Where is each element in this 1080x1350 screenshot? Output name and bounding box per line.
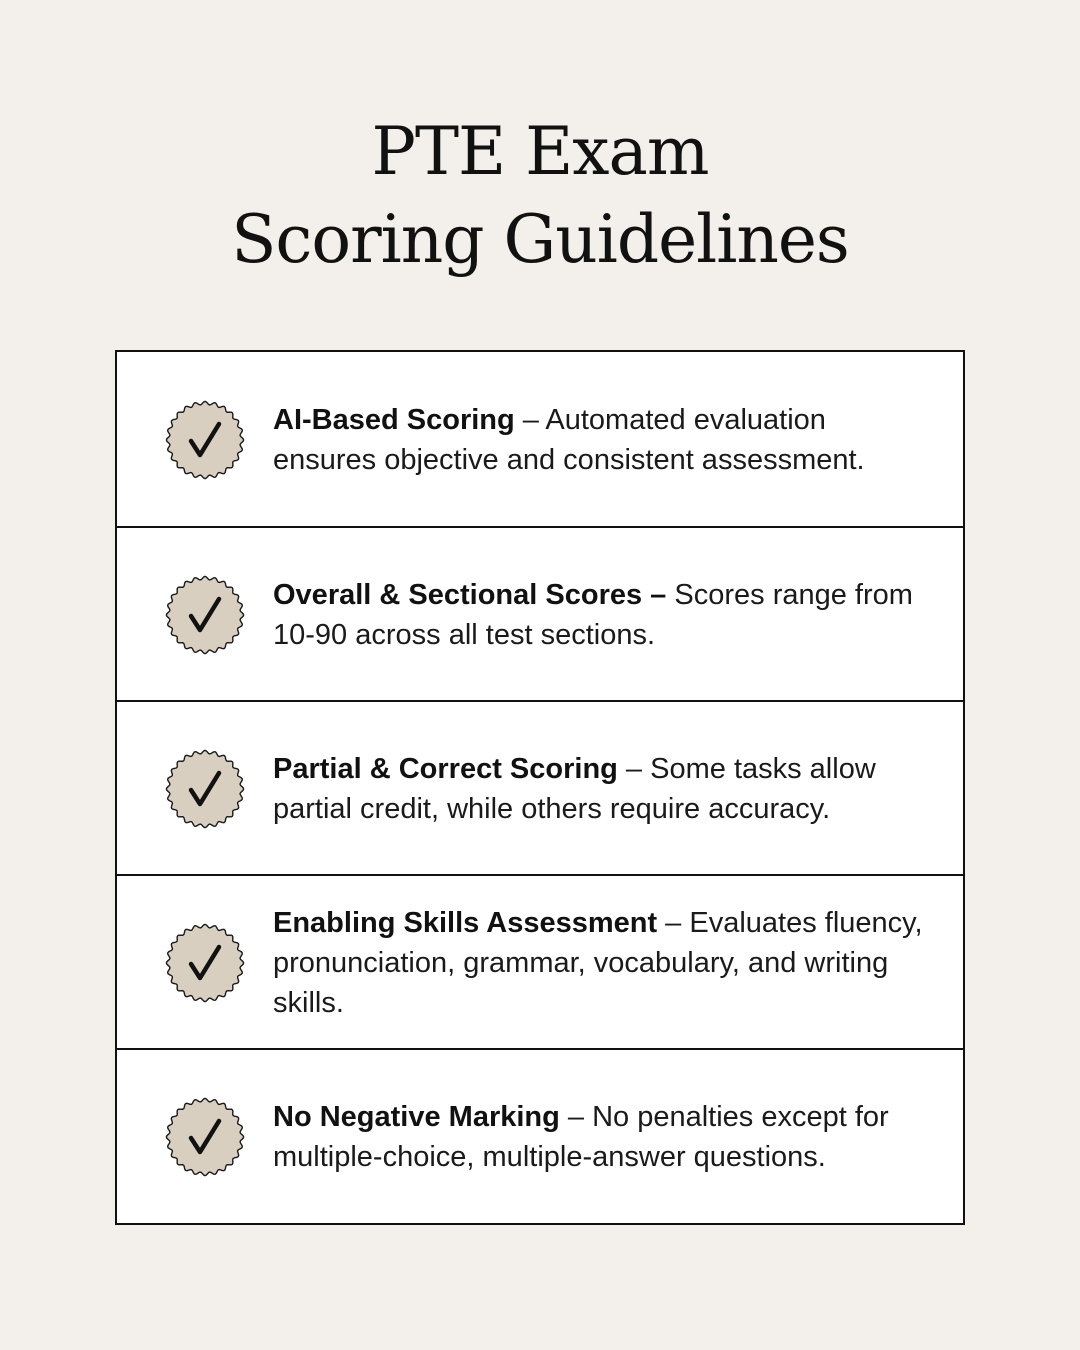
guidelines-table <box>115 350 965 1225</box>
title-line-2: Scoring Guidelines <box>231 201 849 278</box>
guideline-row <box>117 700 963 875</box>
check-badge <box>165 923 245 1003</box>
guideline-row <box>117 352 963 527</box>
guideline-description: Evaluates fluency, pronunciation, grammar, vocabulary, and writing skills. <box>273 906 923 1019</box>
guideline-description: Scores range from 10-90 across all test sections. <box>273 578 913 651</box>
page-title <box>0 108 1080 284</box>
guideline-heading: Partial & Correct Scoring <box>273 752 618 785</box>
check-icon <box>165 923 245 1003</box>
guideline-row <box>117 526 963 701</box>
check-badge <box>165 575 245 655</box>
guideline-heading: Overall & Sectional Scores – <box>273 578 667 611</box>
check-badge <box>165 1097 245 1177</box>
guideline-description: Automated evaluation ensures objective and consistent assessment. <box>273 403 865 476</box>
guideline-text <box>273 749 923 829</box>
guideline-heading: AI-Based Scoring <box>273 403 515 436</box>
guideline-description: Some tasks allow partial credit, while others require accuracy. <box>273 752 876 825</box>
guideline-text <box>273 903 923 1023</box>
guideline-separator: – <box>514 403 546 436</box>
guideline-separator: – <box>559 1100 593 1133</box>
check-badge <box>165 749 245 829</box>
check-icon <box>165 400 245 480</box>
guideline-separator: – <box>617 752 651 785</box>
guideline-text <box>273 575 923 655</box>
title-line-1: PTE Exam <box>371 113 709 190</box>
check-icon <box>165 575 245 655</box>
check-badge <box>165 400 245 480</box>
guideline-text <box>273 1097 923 1177</box>
guideline-row <box>117 1048 963 1223</box>
guideline-row <box>117 874 963 1049</box>
guideline-text <box>273 400 923 480</box>
guideline-description: No penalties except for multiple-choice, multiple-answer questions. <box>273 1100 889 1173</box>
guideline-heading: No Negative Marking <box>273 1100 560 1133</box>
check-icon <box>165 1097 245 1177</box>
guideline-separator: – <box>657 906 690 939</box>
guideline-heading: Enabling Skills Assessment <box>273 906 658 939</box>
check-icon <box>165 749 245 829</box>
